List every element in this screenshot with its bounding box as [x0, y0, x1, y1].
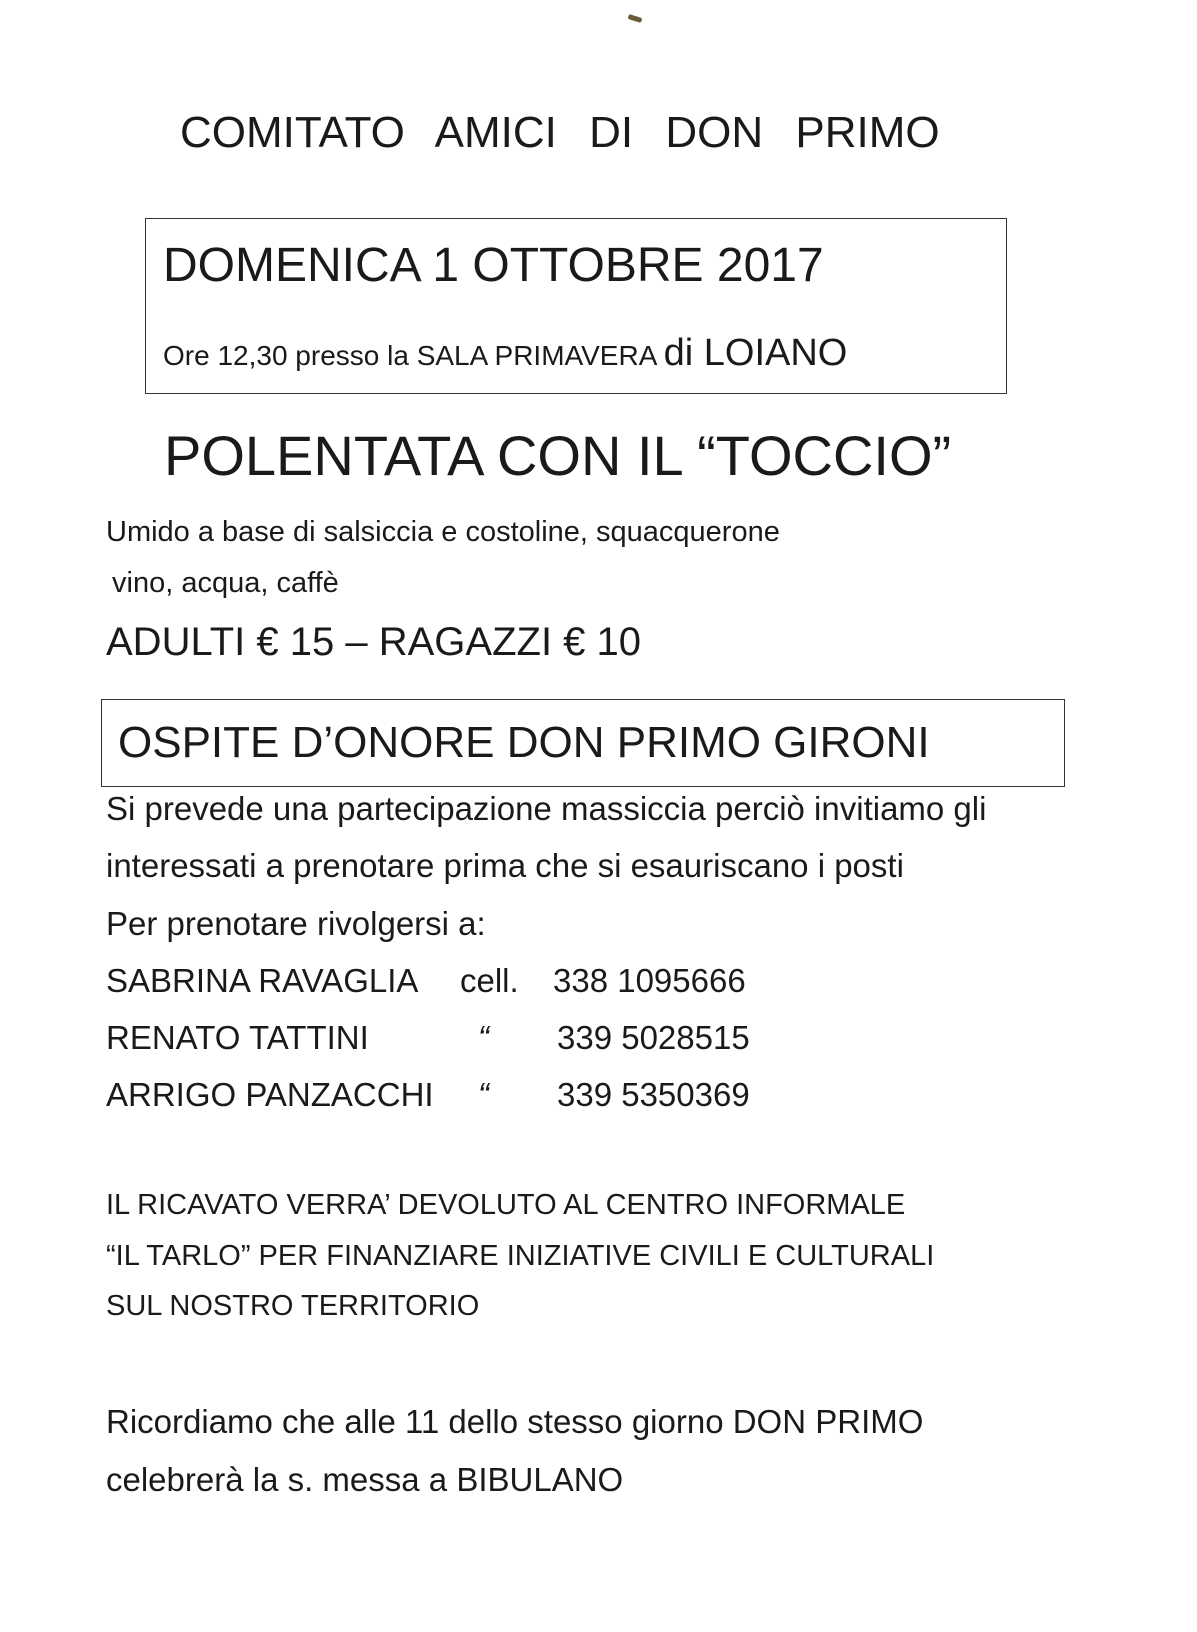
contact-phone: 339 5350369 [557, 1076, 750, 1113]
event-place: di LOIANO [663, 332, 848, 374]
event-title: POLENTATA CON IL “TOCCIO” [164, 424, 952, 487]
contact-name: RENATO TATTINI [106, 1019, 369, 1056]
prices: ADULTI € 15 – RAGAZZI € 10 [106, 620, 642, 664]
contact-name: ARRIGO PANZACCHI [106, 1076, 434, 1113]
contact-label: cell. [460, 962, 519, 999]
menu-line: vino, acqua, caffè [112, 567, 339, 599]
proceeds-note-line: “IL TARLO” PER FINANZIARE INIZIATIVE CIVILI E CULTURALI [106, 1240, 935, 1272]
mass-reminder-line: Ricordiamo che alle 11 dello stesso giorno DON PRIMO [106, 1403, 924, 1440]
committee-heading: COMITATO AMICI DI DON PRIMO [180, 108, 940, 157]
contact-label: “ [478, 1019, 489, 1056]
mass-reminder-line: celebrerà la s. messa a BIBULANO [106, 1461, 624, 1498]
scan-speck [628, 14, 643, 23]
event-time-prefix: Ore 12,30 presso la SALA PRIMAVERA [163, 340, 656, 371]
event-date: DOMENICA 1 OTTOBRE 2017 [163, 239, 824, 292]
contact-phone: 339 5028515 [557, 1019, 750, 1056]
guest-of-honor: OSPITE D’ONORE DON PRIMO GIRONI [118, 718, 930, 767]
event-time-location [163, 332, 847, 375]
proceeds-note-line: IL RICAVATO VERRA’ DEVOLUTO AL CENTRO INFORMALE [106, 1189, 906, 1221]
body-line: Per prenotare rivolgersi a: [106, 905, 486, 942]
proceeds-note-line: SUL NOSTRO TERRITORIO [106, 1290, 480, 1322]
contact-label: “ [478, 1076, 489, 1113]
contact-name: SABRINA RAVAGLIA [106, 962, 419, 999]
contact-phone: 338 1095666 [553, 962, 746, 999]
body-line: interessati a prenotare prima che si esauriscano i posti [106, 847, 904, 884]
body-line: Si prevede una partecipazione massiccia perciò invitiamo gli [106, 790, 987, 827]
menu-line: Umido a base di salsiccia e costoline, squacquerone [106, 516, 780, 548]
